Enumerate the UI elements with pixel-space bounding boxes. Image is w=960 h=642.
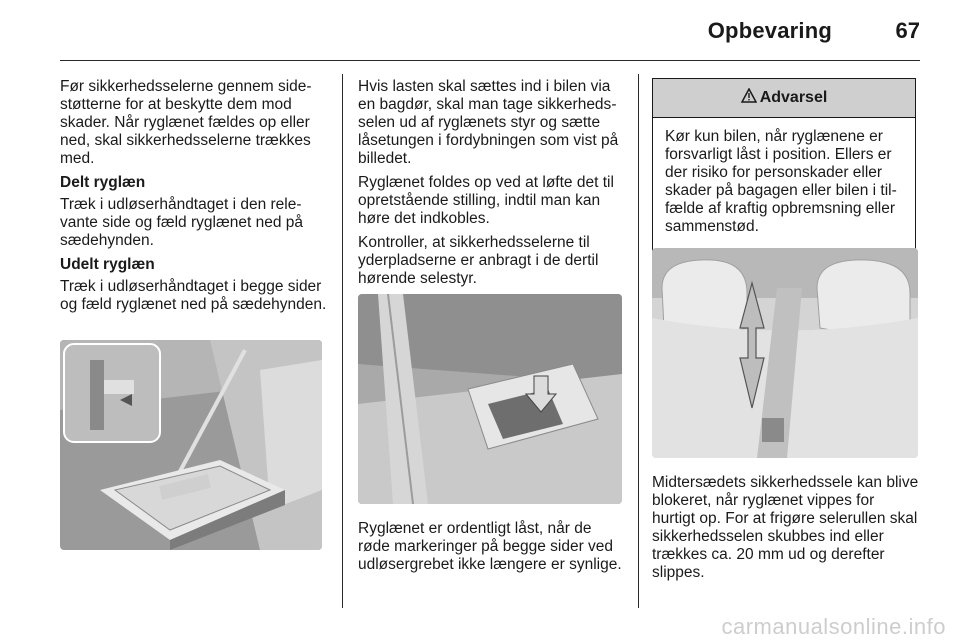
latch-caption: Ryglænet er ordentligt låst, når de røde markeringer på begge sider ved udløsergrebet ikke længere er synlige.	[358, 520, 622, 573]
page-header-title: Opbevaring	[707, 18, 832, 43]
warning-triangle-icon	[741, 88, 757, 108]
fold-up-paragraph: Ryglænet foldes op ved at løfte det til opretstående stilling, indtil man kan høre det indkobles.	[358, 174, 614, 227]
page-number: 67	[895, 18, 920, 43]
middle-belt-illustration	[652, 248, 918, 458]
delt-ryglaen-heading: Delt ryglæn	[60, 174, 146, 191]
watermark: carmanualsonline.info	[721, 614, 946, 639]
warning-header	[653, 79, 915, 118]
column-1	[60, 78, 330, 320]
check-belts-paragraph: Kontroller, at sikkerhedsselerne til yderpladserne er anbragt i de dertil hørende selestyr.	[358, 234, 599, 287]
column-divider-1	[342, 74, 343, 608]
intro-paragraph: Før sikkerhedsselerne gennem sidestøtterne for at beskytte dem mod skader. Når ryglænet fældes op eller ned, skal sikkerhedsselerne trækkes med.	[60, 78, 312, 167]
middle-belt-paragraph: Midtersædets sikkerhedssele kan blive blokeret, når ryglænet vippes for hurtigt op. For at frigøre selerullen skal sikkerhedsselen skubbes ind eller trækkes ca. 20 mm ud og derefter slippes.	[652, 474, 919, 581]
udelt-ryglaen-text: Træk i udløserhåndtaget i begge sider og fæld ryglænet ned på sædehynden.	[60, 278, 327, 313]
delt-ryglaen-text: Træk i udløserhåndtaget i den relevante side og fæld ryglænet ned på sædehynden.	[60, 196, 303, 249]
column-divider-2	[638, 74, 639, 608]
warning-title: Advarsel	[759, 89, 828, 106]
column-2	[358, 78, 626, 294]
header-rule	[60, 60, 920, 61]
latch-illustration	[358, 294, 622, 504]
folded-seat-illustration	[60, 340, 322, 550]
bagdor-paragraph: Hvis lasten skal sættes ind i bilen via en bagdør, skal man tage sikkerhedsselen ud af ryglænets styr og sætte låsetungen i fordybningen som vist på billedet.	[358, 78, 619, 167]
warning-box	[652, 78, 916, 263]
warning-text: Kør kun bilen, når ryglænene er forsvarligt låst i position. Ellers er der risiko for personskader eller skader på bagagen eller bilen i tilfælde af kraftig opbremsning eller sammenstød.	[665, 128, 897, 235]
udelt-ryglaen-heading: Udelt ryglæn	[60, 256, 155, 273]
